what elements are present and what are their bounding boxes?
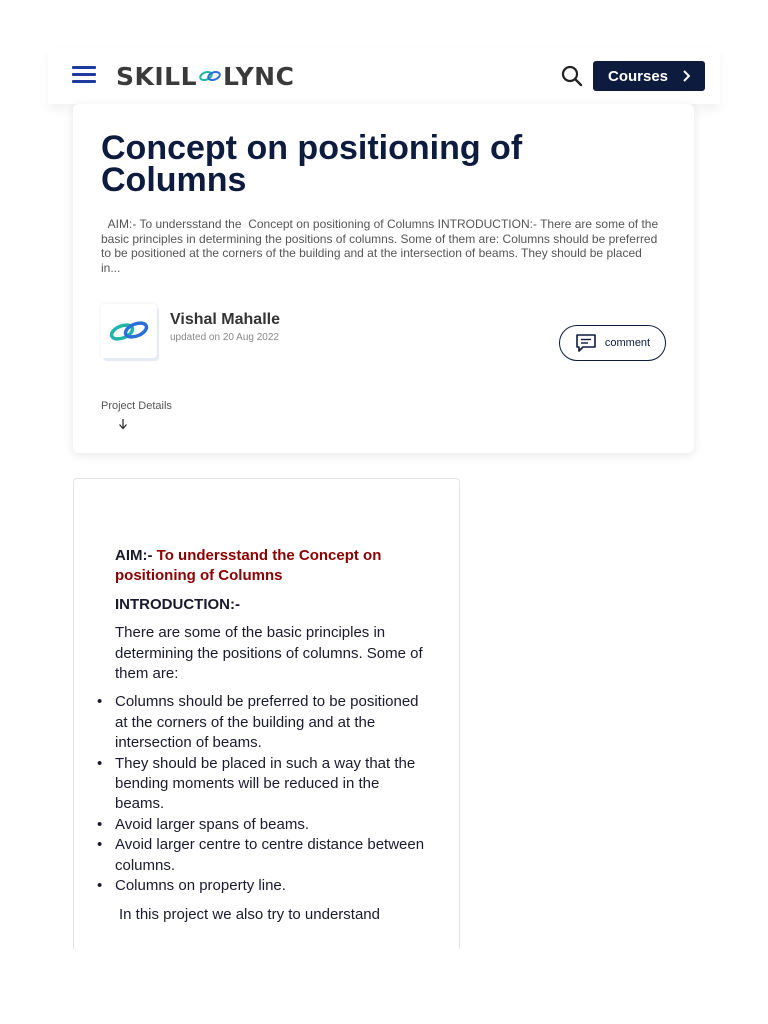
list-item: • They should be placed in such a way that the bending moments will be reduced in the beams. bbox=[115, 754, 425, 815]
courses-button[interactable] bbox=[593, 61, 705, 91]
comment-button[interactable] bbox=[559, 325, 666, 361]
page-title: Concept on positioning of Columns bbox=[101, 129, 523, 199]
chain-link-icon bbox=[108, 319, 150, 343]
introduction-heading: INTRODUCTION:- bbox=[115, 595, 240, 613]
aim-text: To undersstand the Concept on positioning of Columns bbox=[115, 547, 382, 585]
list-item: • Avoid larger spans of beams. bbox=[115, 815, 425, 835]
project-summary-card bbox=[73, 104, 694, 453]
chain-link-icon bbox=[199, 69, 221, 83]
comment-icon bbox=[575, 333, 597, 353]
skill-lync-logo[interactable] bbox=[116, 60, 294, 92]
logo-text-right: LYNC bbox=[223, 61, 295, 91]
principles-list bbox=[115, 692, 425, 896]
author-name[interactable]: Vishal Mahalle bbox=[170, 311, 280, 328]
project-excerpt: AIM:- To undersstand the Concept on positioning of Columns INTRODUCTION:- There are some of the basic principles in determining the positions of columns. Some of them are: Columns should be preferred to be positioned at the corners of the building and at the intersection of beams. They should be placed in... bbox=[101, 217, 662, 275]
comment-button-label: comment bbox=[604, 337, 651, 349]
project-details-toggle[interactable]: Project Details bbox=[101, 400, 172, 412]
courses-button-label: Courses bbox=[607, 67, 669, 85]
project-content bbox=[115, 546, 425, 925]
outro-paragraph: In this project we also try to understand bbox=[119, 905, 380, 923]
hamburger-menu-icon[interactable] bbox=[72, 66, 96, 86]
arrow-down-icon[interactable] bbox=[117, 418, 129, 430]
list-item: • Columns on property line. bbox=[115, 876, 425, 896]
list-item: • Avoid larger centre to centre distance between columns. bbox=[115, 835, 425, 876]
author-avatar[interactable] bbox=[101, 304, 157, 358]
list-item: • Columns should be preferred to be positioned at the corners of the building and at the intersection of beams. bbox=[115, 692, 425, 753]
logo-text-left: SKILL bbox=[116, 61, 198, 91]
project-content-card bbox=[73, 478, 460, 949]
introduction-body: There are some of the basic principles in determining the positions of columns. Some of them are: bbox=[115, 624, 423, 683]
top-nav-bar bbox=[48, 48, 720, 104]
aim-label: AIM:- bbox=[115, 547, 157, 564]
aim-paragraph bbox=[115, 546, 425, 587]
chevron-right-icon bbox=[682, 70, 690, 82]
search-icon[interactable] bbox=[560, 64, 584, 88]
updated-date: updated on 20 Aug 2022 bbox=[170, 332, 279, 343]
